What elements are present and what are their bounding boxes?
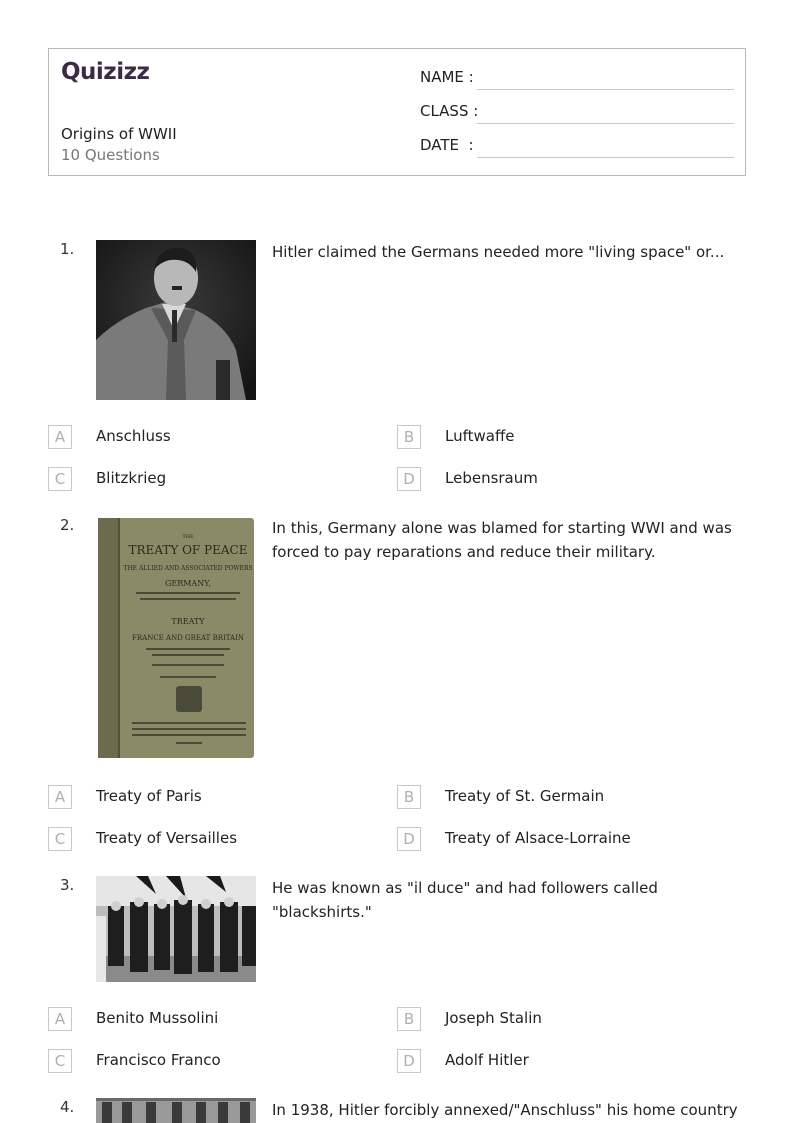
- name-label: NAME :: [420, 68, 474, 86]
- quizizz-logo: Quizizz: [61, 59, 150, 85]
- book-text: FRANCE AND GREAT BRITAIN: [132, 634, 244, 642]
- question-1: [48, 240, 746, 500]
- option-text: Treaty of Versailles: [96, 829, 238, 847]
- date-label: DATE :: [420, 136, 474, 154]
- treaty-book-cover-image: [96, 516, 256, 760]
- date-field[interactable]: [420, 136, 734, 158]
- question-4: [48, 1098, 746, 1123]
- question-text: He was known as "il duce" and had followers called "blackshirts.": [272, 879, 658, 921]
- option-letter: C: [48, 827, 72, 851]
- option-letter: D: [397, 827, 421, 851]
- option-text: Treaty of Paris: [96, 787, 202, 805]
- question-number: 4.: [60, 1098, 75, 1116]
- option-letter: A: [48, 1007, 72, 1031]
- question-text: In 1938, Hitler forcibly annexed/"Anschluss" his home country: [272, 1101, 738, 1119]
- class-field[interactable]: [420, 102, 734, 124]
- option-text: Lebensraum: [445, 469, 538, 487]
- option-text: Anschluss: [96, 427, 171, 445]
- worksheet-header: [48, 48, 746, 176]
- option-letter: D: [397, 467, 421, 491]
- class-line[interactable]: [477, 123, 734, 124]
- question-3: [48, 876, 746, 1076]
- option-text: Francisco Franco: [96, 1051, 221, 1069]
- question-text: Hitler claimed the Germans needed more "living space" or...: [272, 243, 725, 261]
- building-photo-image: [96, 1098, 256, 1123]
- question-number: 2.: [60, 516, 75, 534]
- book-text: THE ALLIED AND ASSOCIATED POWERS: [123, 565, 253, 572]
- question-2: [48, 516, 746, 856]
- option-text: Treaty of Alsace-Lorraine: [445, 829, 631, 847]
- question-count: 10 Questions: [61, 146, 160, 164]
- portrait-photo-image: [96, 240, 256, 400]
- book-text: THE: [182, 534, 194, 540]
- book-text: TREATY: [171, 617, 205, 626]
- option-text: Blitzkrieg: [96, 469, 167, 487]
- option-text: Treaty of St. Germain: [445, 787, 605, 805]
- book-title: TREATY OF PEACE: [128, 543, 248, 557]
- option-text: Benito Mussolini: [96, 1009, 219, 1027]
- date-line[interactable]: [477, 157, 734, 158]
- option-text: Luftwaffe: [445, 427, 515, 445]
- option-letter: D: [397, 1049, 421, 1073]
- question-text: In this, Germany alone was blamed for starting WWI and was forced to pay reparations and reduce their military.: [272, 519, 732, 561]
- option-letter: A: [48, 785, 72, 809]
- option-text: Joseph Stalin: [445, 1009, 542, 1027]
- name-field[interactable]: [420, 68, 734, 90]
- class-label: CLASS :: [420, 102, 479, 120]
- quiz-title: Origins of WWII: [61, 125, 177, 143]
- option-letter: B: [397, 785, 421, 809]
- option-letter: B: [397, 425, 421, 449]
- question-number: 1.: [60, 240, 75, 258]
- option-letter: C: [48, 467, 72, 491]
- book-text: GERMANY,: [164, 579, 212, 588]
- name-line[interactable]: [477, 89, 734, 90]
- march-photo-image: [96, 876, 256, 982]
- option-text: Adolf Hitler: [445, 1051, 529, 1069]
- option-letter: C: [48, 1049, 72, 1073]
- option-letter: A: [48, 425, 72, 449]
- question-number: 3.: [60, 876, 75, 894]
- option-letter: B: [397, 1007, 421, 1031]
